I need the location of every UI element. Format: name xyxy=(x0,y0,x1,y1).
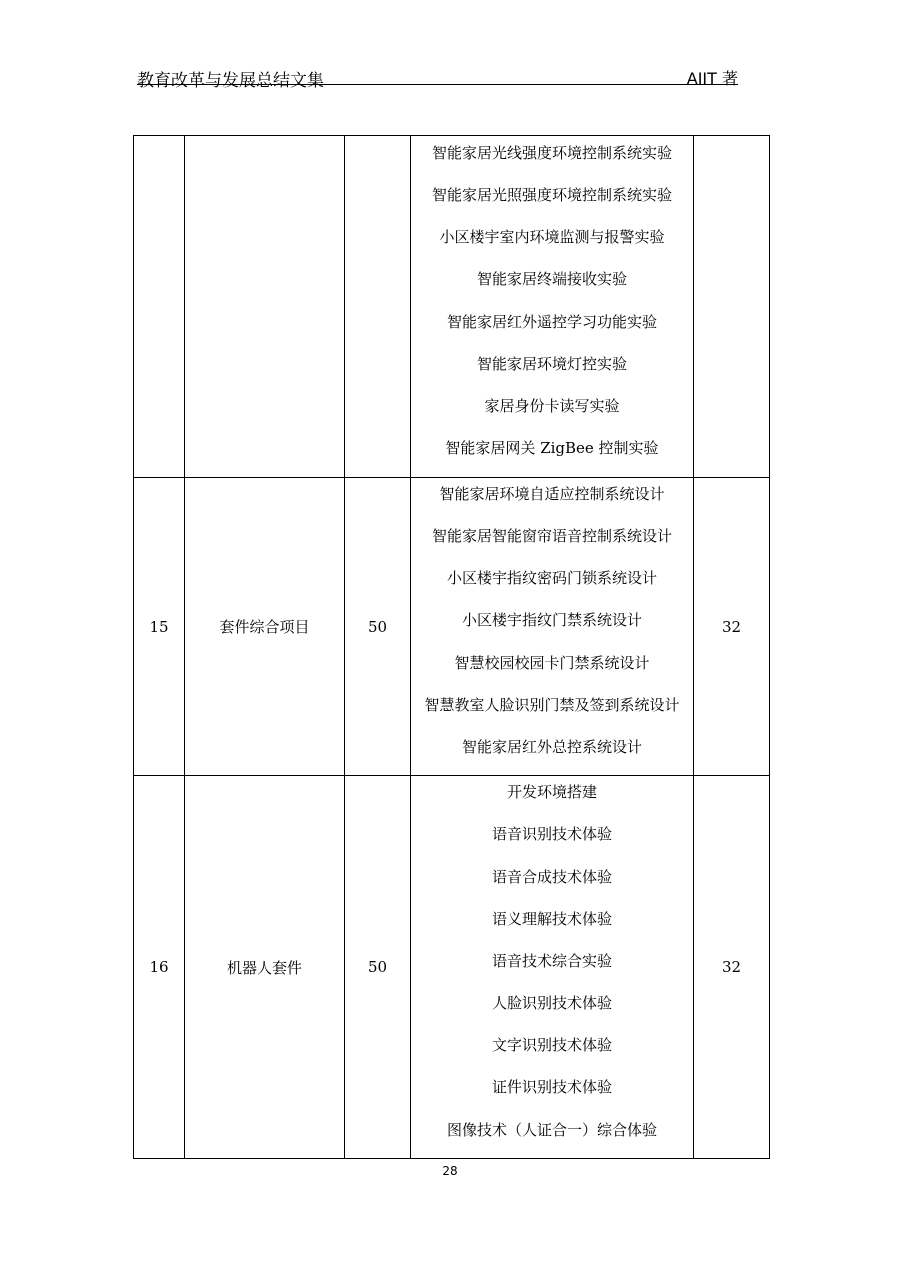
header-title: 教育改革与发展总结文集 xyxy=(137,71,324,91)
experiment-item: 小区楼宇指纹密码门锁系统设计 xyxy=(446,569,657,588)
page-number: 28 xyxy=(442,1164,458,1178)
project-name-cell: 套件综合项目 xyxy=(185,478,345,776)
experiment-item: 家居身份卡读写实验 xyxy=(484,396,620,415)
count-cell xyxy=(345,136,411,478)
experiment-item: 智慧教室人脸识别门禁及签到系统设计 xyxy=(424,695,680,714)
experiment-item: 小区楼宇指纹门禁系统设计 xyxy=(461,611,642,630)
table-row xyxy=(134,776,770,1159)
experiment-item: 语音合成技术体验 xyxy=(491,867,612,886)
experiments-cell xyxy=(411,478,694,776)
experiment-item: 智能家居光照强度环境控制系统实验 xyxy=(431,185,672,204)
experiment-item: 语音技术综合实验 xyxy=(491,951,612,970)
table-row xyxy=(134,136,770,478)
experiment-item: 开发环境搭建 xyxy=(506,783,597,802)
count-cell: 50 xyxy=(345,478,411,776)
experiment-item: 智能家居网关 ZigBee 控制实验 xyxy=(445,439,659,458)
experiments-cell xyxy=(411,776,694,1159)
experiment-item: 证件识别技术体验 xyxy=(491,1078,612,1097)
header-rule xyxy=(137,84,738,85)
experiments-cell xyxy=(411,136,694,478)
experiment-item: 智能家居环境灯控实验 xyxy=(476,354,627,373)
header-author: AIIT 著 xyxy=(686,69,738,88)
project-name-cell: 机器人套件 xyxy=(185,776,345,1159)
experiment-table xyxy=(133,135,770,1159)
experiment-item: 智慧校园校园卡门禁系统设计 xyxy=(454,653,650,672)
experiment-item: 智能家居红外遥控学习功能实验 xyxy=(446,312,657,331)
row-number-cell: 16 xyxy=(134,776,185,1159)
experiment-item: 智能家居终端接收实验 xyxy=(476,270,627,289)
experiment-item: 人脸识别技术体验 xyxy=(491,994,612,1013)
experiment-item: 智能家居光线强度环境控制系统实验 xyxy=(431,143,672,162)
experiment-item: 语音识别技术体验 xyxy=(491,825,612,844)
experiment-item: 图像技术（人证合一）综合体验 xyxy=(446,1120,657,1139)
experiment-item: 智能家居智能窗帘语音控制系统设计 xyxy=(431,527,672,546)
table-row xyxy=(134,478,770,776)
experiment-item: 智能家居红外总控系统设计 xyxy=(461,737,642,756)
row-number-cell: 15 xyxy=(134,478,185,776)
experiment-item: 小区楼宇室内环境监测与报警实验 xyxy=(439,228,665,247)
experiment-item: 智能家居环境自适应控制系统设计 xyxy=(439,484,665,503)
experiment-item: 语义理解技术体验 xyxy=(491,909,612,928)
hours-cell: 32 xyxy=(694,776,770,1159)
hours-cell: 32 xyxy=(694,478,770,776)
hours-cell xyxy=(694,136,770,478)
experiment-item: 文字识别技术体验 xyxy=(491,1036,612,1055)
row-number-cell xyxy=(134,136,185,478)
project-name-cell xyxy=(185,136,345,478)
count-cell: 50 xyxy=(345,776,411,1159)
